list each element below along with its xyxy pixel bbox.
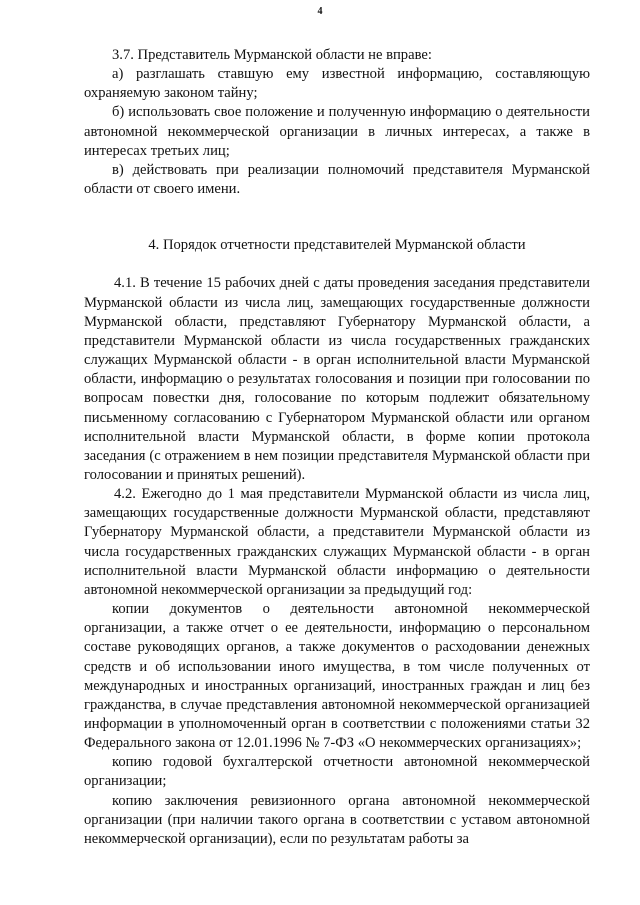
- page-number: 4: [317, 6, 323, 17]
- clause-4-2-item-accounting: копию годовой бухгалтерской отчетности автономной некоммерческой организации;: [84, 754, 590, 790]
- clause-4-2: 4.2. Ежегодно до 1 мая представители Мурманской области из числа лиц, замещающих государственные должности Мурманской области, представляют Губернатору Мурманской области, а представители Мурманской области из числа государственных гражданских служащих Мурманской области - в орган исполнительной власти Мурманской области информацию о деятельности автономной некоммерческой организации за предыдущий год:: [84, 486, 590, 598]
- section-4-heading: 4. Порядок отчетности представителей Мурманской области: [148, 237, 526, 254]
- document-body: [84, 46, 590, 849]
- clause-4-2-item-audit: копию заключения ревизионного органа автономной некоммерческой организации (при наличии такого органа в соответствии с уставом автономной некоммерческой организации), если по результатам работы за: [84, 792, 590, 847]
- clause-3-7-title: 3.7. Представитель Мурманской области не вправе:: [112, 47, 432, 63]
- clause-4-1: 4.1. В течение 15 рабочих дней с даты проведения заседания представители Мурманской области из числа лиц, замещающих государственные должности Мурманской области, представляют Губернатору Мурманской области, а представители Мурманской области из числа государственных гражданских служащих Мурманской области - в орган исполнительной власти Мурманской области, информацию о результатах голосования и позиции при голосовании по вопросам повестки дня, голосование по которым подлежит обязательному письменному согласованию с Губернатором Мурманской области или органом исполнительной власти Мурманской области, в форме копии протокола заседания (с отражением в нем позиции представителя Мурманской области при голосовании и принятых решений).: [84, 275, 590, 483]
- clause-3-7-b: б) использовать свое положение и полученную информацию о деятельности автономной некоммерческой организации в личных интересах, а также в интересах третьих лиц;: [84, 104, 590, 159]
- clause-4-2-item-documents: копии документов о деятельности автономной некоммерческой организации, а также отчет о ее деятельности, информацию о персональном составе руководящих органов, а также документов о расходовании денежных средств и об использовании иного имущества, в том числе полученных от международных и иностранных организаций, иностранных граждан и лиц без гражданства, в случае представления автономной некоммерческой организацией информации в уполномоченный орган в соответствии с положениями статьи 32 Федерального закона от 12.01.1996 № 7-ФЗ «О некоммерческих организациях»;: [84, 601, 590, 752]
- clause-3-7-a: а) разглашать ставшую ему известной информацию, составляющую охраняемую законом тайну;: [84, 66, 590, 102]
- clause-3-7-c: в) действовать при реализации полномочий представителя Мурманской области от своего имени.: [84, 161, 590, 198]
